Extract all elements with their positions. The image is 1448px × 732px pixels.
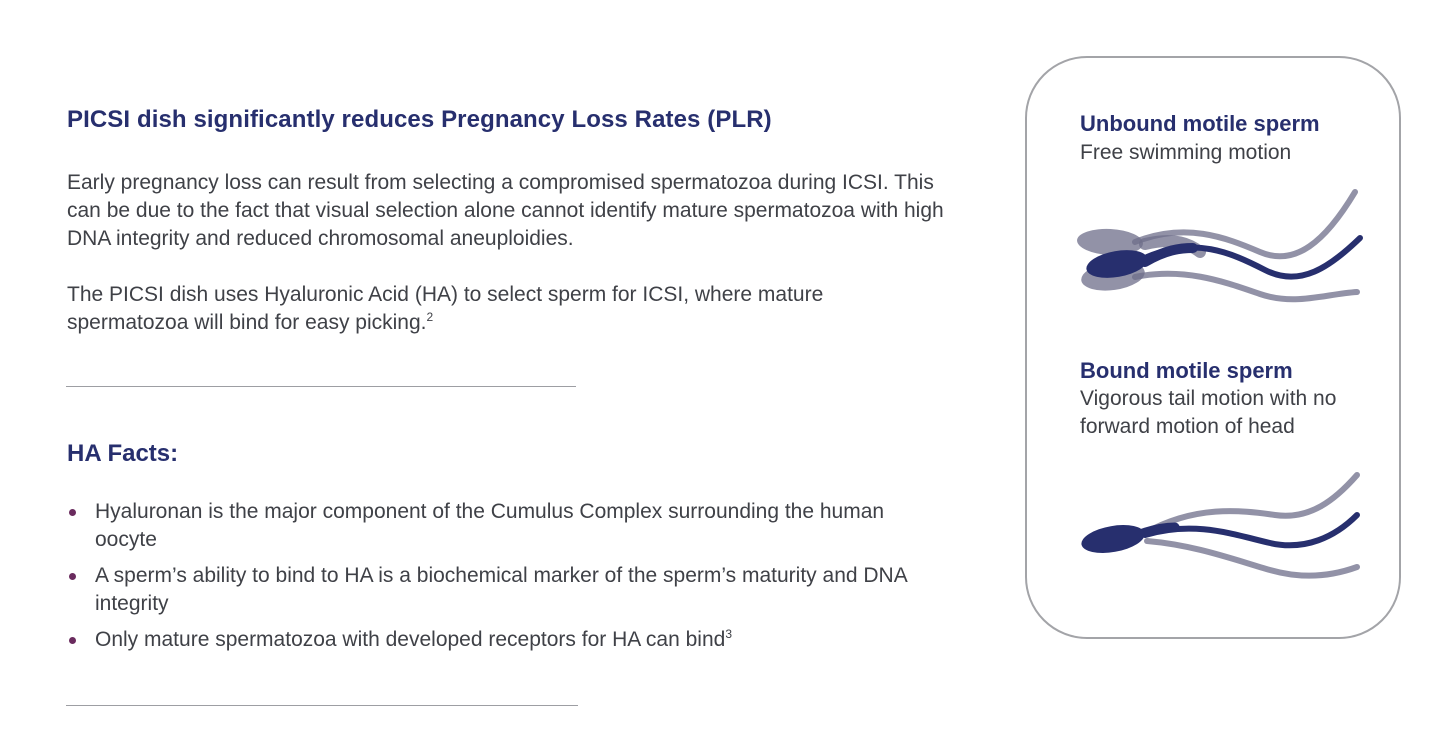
bound-sperm-icon: [1075, 465, 1375, 595]
reference-superscript: 2: [426, 310, 434, 324]
page-title: PICSI dish significantly reduces Pregnancy Loss Rates (PLR): [67, 106, 772, 133]
bullet-icon: [69, 573, 76, 580]
bullet-icon: [69, 637, 76, 644]
list-item-text: Hyaluronan is the major component of the Cumulus Complex surrounding the human oocyte: [95, 500, 885, 551]
list-item: [67, 562, 937, 618]
unbound-sperm-title: Unbound motile sperm: [1080, 111, 1320, 136]
list-item: [67, 626, 937, 654]
facts-title: HA Facts:: [67, 440, 179, 467]
intro-paragraph: Early pregnancy loss can result from selecting a compromised spermatozoa during ICSI. This can be due to the fact that visual selection alone cannot identify mature spermatozoa with high DNA integrity and reduced chromosomal aneuploidies.: [67, 171, 944, 250]
list-item-text: Only mature spermatozoa with developed receptors for HA can bind: [95, 628, 726, 651]
list-item-text: A sperm’s ability to bind to HA is a biochemical marker of the sperm’s maturity and DNA integrity: [95, 564, 907, 615]
unbound-sperm-description: Free swimming motion: [1080, 141, 1292, 164]
reference-superscript: 3: [725, 627, 733, 641]
divider: [66, 705, 578, 706]
bound-sperm-title: Bound motile sperm: [1080, 358, 1293, 383]
facts-list: [67, 498, 937, 662]
picsi-paragraph: [67, 281, 947, 337]
divider: [66, 386, 576, 387]
list-item: [67, 498, 937, 554]
unbound-sperm-icon: [1075, 182, 1375, 312]
bullet-icon: [69, 509, 76, 516]
picsi-paragraph-text: The PICSI dish uses Hyaluronic Acid (HA) to select sperm for ICSI, where mature spermatozoa will bind for easy picking.: [67, 283, 824, 334]
bound-sperm-description: Vigorous tail motion with no forward motion of head: [1080, 387, 1337, 438]
